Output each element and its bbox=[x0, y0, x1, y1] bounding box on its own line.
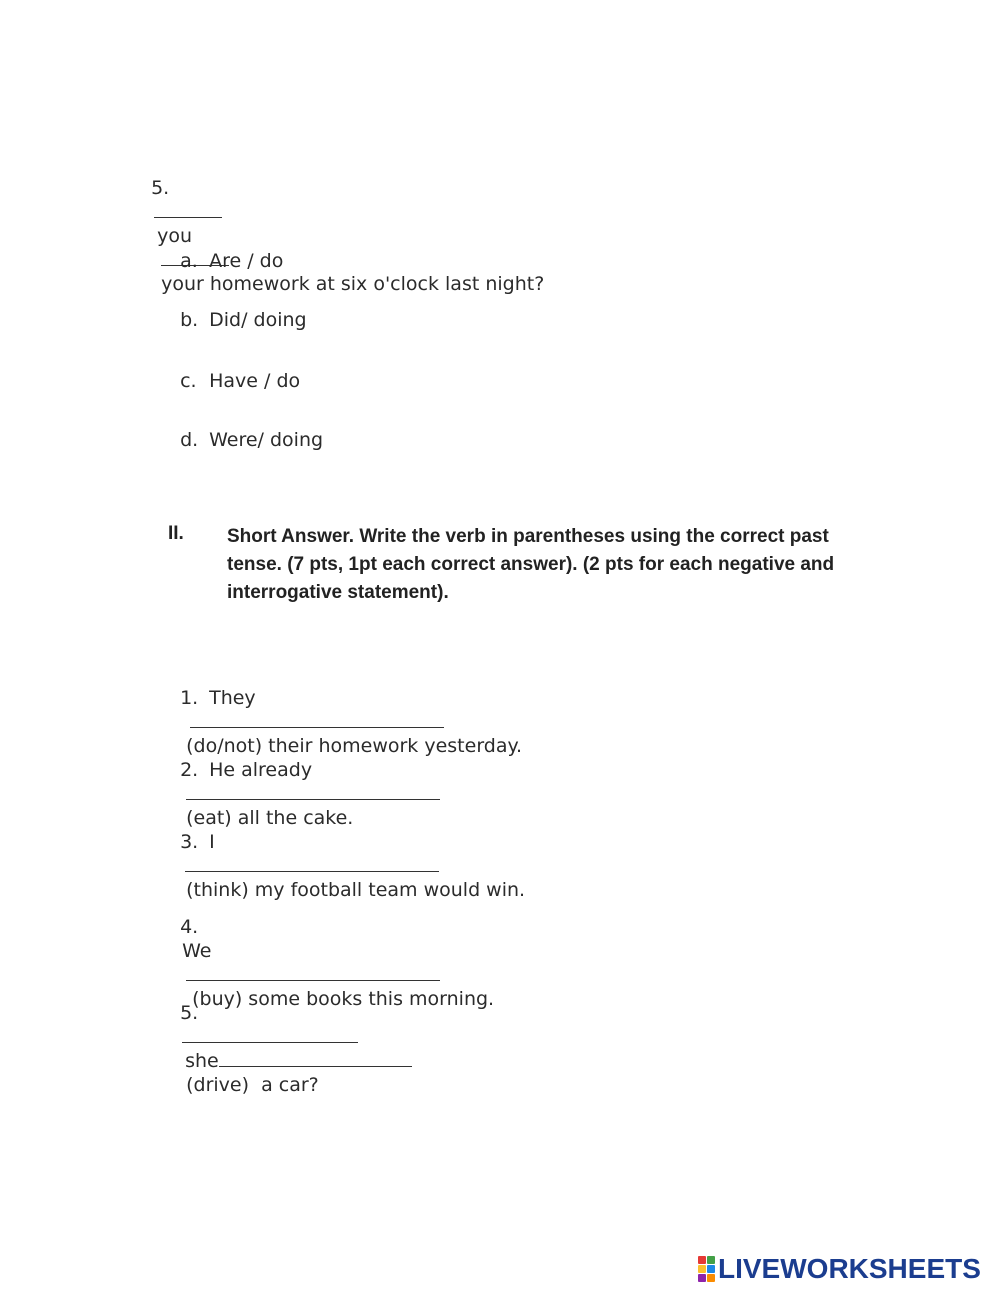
question-5-stem bbox=[139, 152, 544, 296]
option-letter: a. bbox=[180, 250, 198, 272]
item-text-before: I bbox=[209, 831, 215, 853]
item-3 bbox=[168, 806, 525, 902]
logo-block bbox=[707, 1274, 715, 1282]
item-text-middle: she bbox=[185, 1050, 219, 1072]
answer-blank[interactable] bbox=[182, 1025, 358, 1043]
logo-block bbox=[698, 1274, 706, 1282]
item-text-after: (think) my football team would win. bbox=[186, 879, 526, 901]
answer-blank[interactable] bbox=[190, 710, 444, 728]
question-text-you: you bbox=[157, 225, 193, 247]
option-text: Are / do bbox=[209, 250, 284, 272]
logo-block bbox=[707, 1265, 715, 1273]
section-number: II. bbox=[168, 523, 184, 544]
answer-blank[interactable] bbox=[154, 200, 222, 218]
item-text-after: (drive) a car? bbox=[186, 1074, 319, 1096]
option-a[interactable] bbox=[168, 225, 283, 273]
logo-block bbox=[707, 1256, 715, 1264]
option-text: Have / do bbox=[209, 370, 301, 392]
option-c[interactable] bbox=[168, 345, 300, 393]
item-text-after: (do/not) their homework yesterday. bbox=[186, 735, 523, 757]
item-text-after: (eat) all the cake. bbox=[186, 807, 354, 829]
item-number: 5. bbox=[180, 1002, 199, 1024]
section-instructions: Short Answer. Write the verb in parentheses using the correct past tense. (7 pts, 1pt each correct answer). (2 pts for each negative and interrogative statement). bbox=[227, 526, 835, 603]
item-text-before: He already bbox=[209, 759, 313, 781]
question-number: 5. bbox=[151, 177, 170, 199]
item-number: 3. bbox=[180, 831, 199, 853]
answer-blank[interactable] bbox=[186, 782, 440, 800]
item-5 bbox=[168, 977, 412, 1097]
logo-block bbox=[698, 1256, 706, 1264]
logo-text: LIVEWORKSHEETS bbox=[718, 1253, 981, 1284]
item-text-before: They bbox=[209, 687, 256, 709]
logo-block bbox=[698, 1265, 706, 1273]
option-d[interactable] bbox=[168, 404, 323, 452]
answer-blank[interactable] bbox=[185, 854, 439, 872]
question-text-rest: your homework at six o'clock last night? bbox=[161, 273, 545, 295]
item-number: 4. bbox=[180, 916, 199, 938]
option-b[interactable] bbox=[168, 284, 307, 332]
logo-blocks-icon bbox=[698, 1256, 715, 1282]
answer-blank[interactable] bbox=[219, 1049, 412, 1067]
liveworksheets-logo bbox=[698, 1254, 981, 1284]
option-text: Were/ doing bbox=[209, 429, 324, 451]
item-text-after: (buy) some books this morning. bbox=[192, 988, 495, 1010]
option-letter: b. bbox=[180, 309, 199, 331]
item-text-before: We bbox=[182, 940, 212, 962]
option-letter: c. bbox=[180, 370, 197, 392]
item-number: 1. bbox=[180, 687, 199, 709]
option-text: Did/ doing bbox=[209, 309, 307, 331]
item-number: 2. bbox=[180, 759, 199, 781]
option-letter: d. bbox=[180, 429, 199, 451]
